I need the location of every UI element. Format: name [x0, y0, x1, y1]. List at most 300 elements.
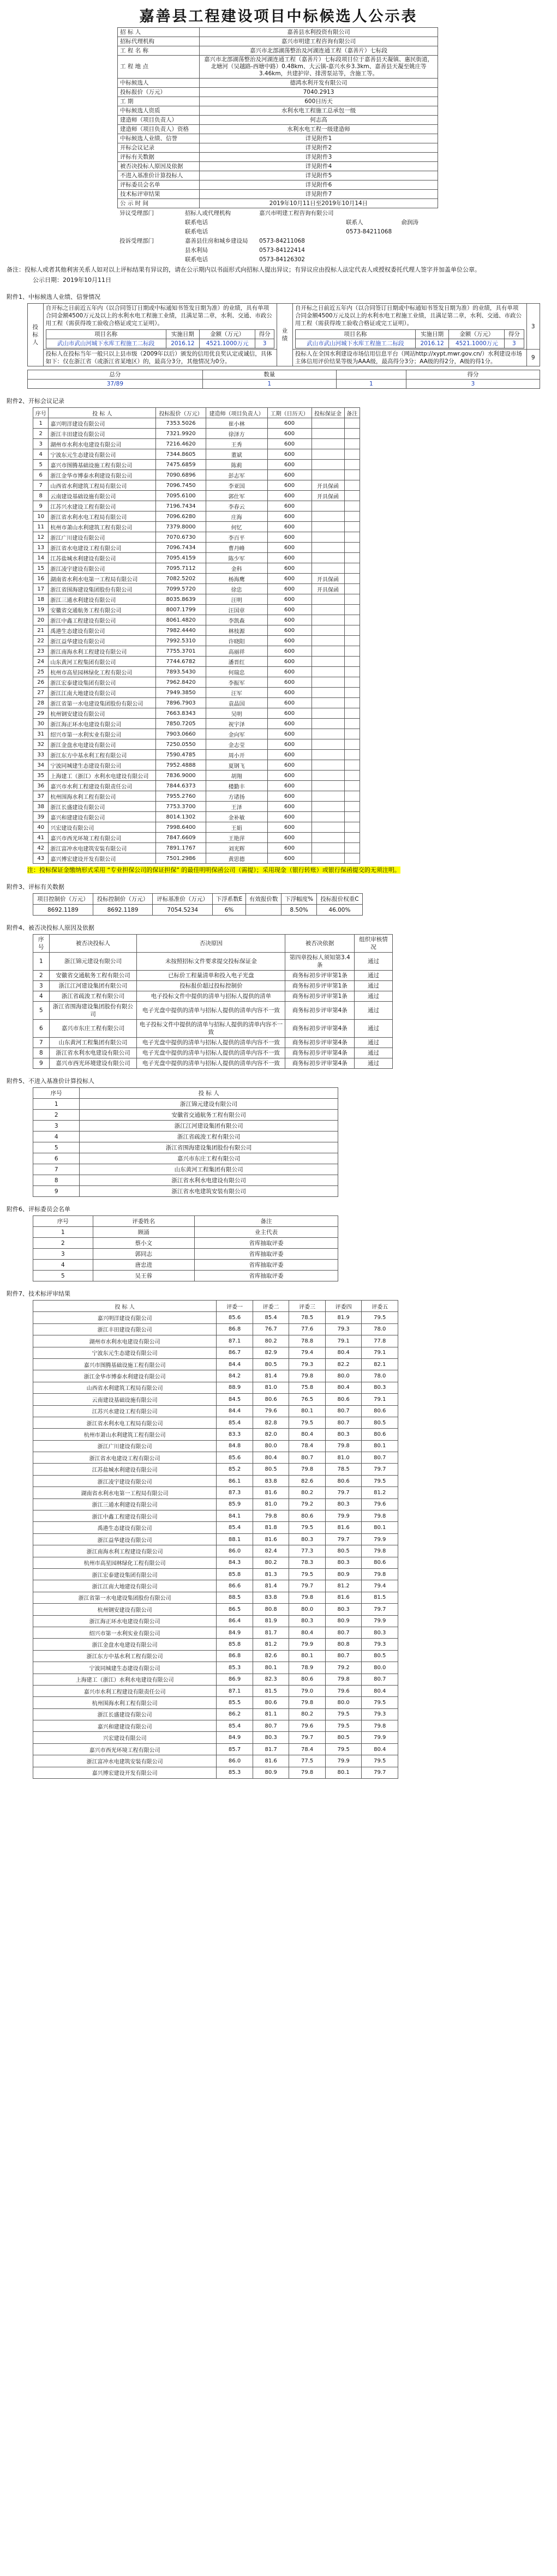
table-cell: 600: [267, 511, 312, 522]
table-row: [33, 1038, 393, 1048]
info-row: [118, 37, 438, 46]
table-cell: 80.6: [362, 1405, 398, 1417]
info-value: 水利水电工程施工总承包一级: [200, 106, 438, 116]
table-row: [33, 594, 360, 605]
table-cell: 76.5: [289, 1394, 326, 1405]
a1-footer-cell: 1: [202, 380, 336, 389]
table-cell: [312, 594, 344, 605]
info-row: [118, 162, 438, 171]
table-cell: 郭仕军: [206, 491, 267, 501]
table-cell: 600: [267, 480, 312, 491]
table-row: [33, 480, 360, 491]
table-cell: [344, 439, 360, 449]
table-cell: 79.4: [362, 1580, 398, 1592]
table-row: [33, 605, 360, 615]
table-cell: 40: [33, 822, 49, 833]
table-header-cell: 序号: [33, 1088, 80, 1099]
table-row: [33, 843, 360, 853]
table-cell: 7847.6609: [156, 833, 206, 843]
table-cell: 600: [267, 667, 312, 677]
table-cell: [312, 657, 344, 667]
table-cell: 5: [33, 1271, 93, 1281]
table-header-cell: 序号: [33, 935, 50, 953]
table-cell: 80.1: [362, 1440, 398, 1452]
table-cell: 浙江东方中基水利工程有限公司: [33, 1650, 217, 1662]
table-cell: 徐忠: [206, 584, 267, 594]
table-cell: 33: [33, 750, 49, 760]
table-header-cell: 有效报价数: [246, 894, 282, 905]
table-cell: 79.1: [362, 1347, 398, 1358]
table-cell: 浙江南海水利工程建设有限公司: [49, 646, 156, 657]
table-cell: 80.3: [325, 1498, 362, 1510]
table-cell: 81.2: [325, 1580, 362, 1592]
table-header-cell: 组织审核情况: [355, 935, 393, 953]
table-cell: 胡翔: [206, 771, 267, 781]
table-cell: 嘉兴和建建设有限公司: [49, 812, 156, 822]
contact-cell: 嘉兴市明建工程咨询有限公司: [259, 210, 334, 216]
table-cell: 杭州钢安建设有限公司: [33, 1604, 217, 1615]
a1-right-score: 3: [526, 304, 540, 350]
table-cell: 23: [33, 646, 49, 657]
table-cell: 600: [267, 460, 312, 470]
table-cell: [312, 532, 344, 543]
table-cell: 600: [267, 563, 312, 574]
table-cell: 600: [267, 636, 312, 646]
table-cell: 1: [33, 1227, 93, 1238]
table-cell: 81.1: [253, 1708, 289, 1720]
table-row: [33, 1002, 393, 1020]
info-key: 中标候选人资质: [118, 106, 200, 116]
table-cell: 6: [33, 1020, 50, 1038]
table-cell: [344, 636, 360, 646]
table-cell: 董斌: [206, 449, 267, 460]
table-header-cell: 建造师（项目负责人）: [206, 408, 267, 418]
table-cell: 80.3: [362, 1627, 398, 1638]
table-cell: 汪国章: [206, 605, 267, 615]
table-row: [33, 553, 360, 563]
table-cell: 80.4: [362, 1685, 398, 1696]
table-cell: 81.4: [253, 1580, 289, 1592]
table-cell: 9: [33, 501, 49, 511]
table-cell: 嘉兴市图腾基础设施工程有限公司: [33, 1358, 217, 1370]
empty-cell: [117, 218, 183, 227]
table-cell: 79.3: [289, 1358, 326, 1370]
table-cell: 江苏盐城水利建设有限公司: [33, 1464, 217, 1475]
table-row: [33, 750, 360, 760]
table-cell: 浙江益华建设有限公司: [33, 1533, 217, 1545]
table-cell: 80.2: [253, 1335, 289, 1347]
table-row: [33, 802, 360, 812]
table-cell: 600: [267, 688, 312, 698]
table-cell: 79.1: [362, 1394, 398, 1405]
table-cell: 83.3: [217, 1429, 253, 1440]
table-row: [33, 698, 360, 708]
a1-role-middle: 业绩: [277, 304, 293, 366]
table-cell: 80.5: [362, 1417, 398, 1428]
table-cell: 浙江长盛建设有限公司: [33, 1708, 217, 1720]
table-cell: 14: [33, 553, 49, 563]
table-cell: 7196.7434: [156, 501, 206, 511]
table-cell: 浙江益华建设有限公司: [49, 636, 156, 646]
table-cell: 80.1: [289, 1650, 326, 1662]
table-cell: 82.9: [253, 1347, 289, 1358]
table-cell: [312, 771, 344, 781]
table-cell: 8035.8639: [156, 594, 206, 605]
table-cell: 79.5: [325, 1720, 362, 1732]
table-header-cell: 投标控制价（万元）: [93, 894, 153, 905]
table-cell: 79.7: [325, 1487, 362, 1498]
table-cell: [312, 553, 344, 563]
table-cell: 7753.3700: [156, 802, 206, 812]
table-cell: 600: [267, 584, 312, 594]
table-header-cell: 投 标 人: [49, 408, 156, 418]
table-header-cell: 投标报价权重C: [316, 894, 362, 905]
table-row: [33, 1708, 398, 1720]
table-cell: 商务标初步评审第4条: [285, 1048, 355, 1058]
table-row: [33, 1510, 398, 1522]
table-cell: 79.2: [325, 1662, 362, 1674]
page-title: 嘉善县工程建设项目中标候选人公示表: [139, 8, 418, 25]
table-cell: [312, 605, 344, 615]
table-cell: 李振军: [206, 677, 267, 688]
table-cell: [344, 584, 360, 594]
table-cell: 7755.3701: [156, 646, 206, 657]
table-cell: 7590.4785: [156, 750, 206, 760]
table-cell: 蔡小文: [93, 1238, 194, 1249]
table-cell: 嘉兴市西光环境建设有限公司: [49, 1058, 137, 1069]
table-cell: [312, 563, 344, 574]
table-cell: 嘉兴市西光环境工程有限公司: [49, 833, 156, 843]
contact-cell: 0573-84126302: [259, 256, 305, 263]
table-cell: 浙江金盘水电建设有限公司: [33, 1639, 217, 1650]
a1-head-cell: 金额（万元）: [200, 330, 255, 339]
table-cell: [344, 491, 360, 501]
table-row: [33, 677, 360, 688]
table-header-cell: 评委姓名: [93, 1216, 194, 1227]
table-cell: 杭州市高星园林绿化工程有限公司: [49, 667, 156, 677]
table-cell: 79.5: [289, 1417, 326, 1428]
table-cell: 兴宏建设有限公司: [33, 1732, 217, 1743]
table-cell: 77.5: [289, 1755, 326, 1767]
contact-cell: 联系电话: [185, 256, 208, 263]
a1-head-cell: 实施日期: [415, 330, 449, 339]
table-cell: 7962.8420: [156, 677, 206, 688]
table-cell: 浙江金华市博泰水利建设有限公司: [33, 1370, 217, 1382]
table-cell: 80.7: [362, 1452, 398, 1464]
empty-cell: [117, 227, 183, 236]
a1-right-subtable: [295, 329, 524, 348]
table-cell: 88.1: [217, 1533, 253, 1545]
table-row: [33, 625, 360, 636]
table-cell: 浙江海正环水电建设有限公司: [49, 719, 156, 729]
contact-cell: 招标人或代理机构: [185, 210, 231, 216]
table-cell: 通过: [355, 971, 393, 981]
table-cell: 崔小林: [206, 418, 267, 429]
table-cell: 79.8: [289, 1370, 326, 1382]
table-cell: 79.9: [362, 1533, 398, 1545]
table-cell: 82.8: [253, 1417, 289, 1428]
table-cell: 79.7: [325, 1533, 362, 1545]
table-cell: 8014.1302: [156, 812, 206, 822]
info-key: 招标代理机构: [118, 37, 200, 46]
table-cell: 81.6: [253, 1487, 289, 1498]
table-cell: 浙江南海水利工程建设有限公司: [33, 1545, 217, 1557]
table-cell: 84.9: [217, 1627, 253, 1638]
table-cell: 浙江广川建设有限公司: [33, 1440, 217, 1452]
table-cell: 32: [33, 739, 49, 750]
table-cell: 79.3: [362, 1639, 398, 1650]
table-cell: 7903.0660: [156, 729, 206, 739]
table-cell: 80.0: [362, 1662, 398, 1674]
a1-head-cell: 得分: [255, 330, 274, 339]
table-cell: 79.4: [289, 1347, 326, 1358]
table-header-cell: 投 标 人: [80, 1088, 338, 1099]
table-cell: 600: [267, 594, 312, 605]
table-cell: 金补敏: [206, 812, 267, 822]
table-cell: [344, 688, 360, 698]
a1-data-cell: 2016.12: [415, 339, 449, 348]
attachment2-label: 附件2、开标会议记录: [7, 398, 64, 405]
table-cell: 7891.1767: [156, 843, 206, 853]
table-cell: 5: [33, 1002, 50, 1020]
table-cell: 36: [33, 781, 49, 791]
a1-data-cell: 4521.1000万元: [200, 339, 255, 348]
info-key: 开标会议记录: [118, 143, 200, 153]
table-cell: 81.6: [253, 1533, 289, 1545]
table-cell: 85.6: [217, 1312, 253, 1323]
attachment6-table: [33, 1215, 338, 1281]
info-key: 公 示 时 间: [118, 199, 200, 208]
table-row: [33, 1662, 398, 1674]
table-cell: 嘉兴市东庄工程有限公司: [49, 1020, 137, 1038]
table-cell: 浙江江河建设集团有限公司: [49, 981, 137, 991]
table-row: [33, 1685, 398, 1696]
table-row: [33, 688, 360, 698]
table-cell: 湖州市水利水电建设有限公司: [33, 1335, 217, 1347]
table-cell: 山西省水利建筑工程局有限公司: [33, 1382, 217, 1393]
table-cell: 宁波同城建生态建设有限公司: [49, 760, 156, 771]
table-cell: 浙江省疏浚工程有限公司: [49, 991, 137, 1002]
contact-cell: 嘉善县住房和城乡建设局: [185, 238, 248, 244]
table-cell: 600: [267, 625, 312, 636]
table-cell: 30: [33, 719, 49, 729]
table-cell: 85.5: [217, 1697, 253, 1708]
table-row: [33, 1568, 398, 1580]
table-cell: [344, 708, 360, 719]
info-key: 中标候选人业绩、信誉: [118, 134, 200, 143]
table-cell: 3: [33, 981, 50, 991]
table-cell: 600: [267, 698, 312, 708]
table-cell: [344, 843, 360, 853]
a1-role-left: 投标人: [28, 304, 44, 366]
table-cell: 通过: [355, 981, 393, 991]
table-row: [33, 418, 360, 429]
table-cell: 87.1: [217, 1685, 253, 1696]
table-cell: 7082.5202: [156, 574, 206, 584]
table-cell: [344, 853, 360, 864]
table-cell: 7836.9000: [156, 771, 206, 781]
table-cell: 80.6: [362, 1557, 398, 1568]
table-cell: 80.3: [289, 1615, 326, 1627]
table-cell: 83.8: [253, 1475, 289, 1486]
table-row: [33, 615, 360, 625]
info-row: [118, 180, 438, 190]
table-row: [33, 739, 360, 750]
table-row: [33, 1604, 398, 1615]
table-cell: 600: [267, 802, 312, 812]
table-cell: 安徽省交通航务工程有限公司: [49, 971, 137, 981]
table-cell: 7998.6400: [156, 822, 206, 833]
table-cell: 80.0: [325, 1370, 362, 1382]
table-cell: 31: [33, 729, 49, 739]
table-cell: 25: [33, 667, 49, 677]
table-cell: 80.9: [325, 1615, 362, 1627]
table-cell: 79.8: [362, 1720, 398, 1732]
a1-left-text: 自开标之日前近五年内（以合同签订日期或中标通知书签发日期为准）的业绩，具有单项合同金额4500万元及以上的水利水电工程施工业绩，且满足第二章，水利、交通、市政公用工程（需获得竣工验收合格证或完工证明）。 项目名称 实施日期 金额（万元） 得分 武山市武山河城下水库工程施工二标段 2016.12 4521.1000万元 3: [43, 304, 277, 350]
table-row: [33, 1452, 398, 1464]
info-value: 嘉兴市北部湖荡整治及河湖连通工程（嘉善片）七标段: [200, 46, 438, 56]
table-cell: 85.4: [253, 1312, 289, 1323]
table-cell: [312, 822, 344, 833]
table-cell: 78.4: [289, 1440, 326, 1452]
table-cell: [312, 750, 344, 760]
table-cell: 绍兴市第一水利实业有限公司: [49, 729, 156, 739]
table-cell: 80.0: [289, 1604, 326, 1615]
table-row: [33, 953, 393, 971]
table-cell: 安徽省交通航务工程有限公司: [80, 1110, 338, 1121]
table-cell: 汪军: [206, 688, 267, 698]
table-cell: [312, 625, 344, 636]
table-cell: 金志莹: [206, 739, 267, 750]
table-cell: 79.7: [289, 1580, 326, 1592]
table-cell: 7090.6896: [156, 470, 206, 480]
table-row: [33, 1271, 338, 1281]
table-cell: 省库抽取评委: [194, 1238, 338, 1249]
table-cell: 浙江长盛建设有限公司: [49, 802, 156, 812]
table-cell: [344, 719, 360, 729]
table-cell: 嘉兴市东庄工程有限公司: [80, 1153, 338, 1164]
table-cell: 82.0: [253, 1429, 289, 1440]
a1-data-cell: 4521.1000万元: [449, 339, 505, 348]
yellow-note: 注：投标保证金缴纳形式采用 “专业担保公司的保证担保” 的最佳明明保函公司（需提）；采用现金（银行转账）或银行保函提交的无须注明。: [27, 866, 400, 874]
table-row: [33, 1674, 398, 1685]
table-cell: 开具保函: [312, 491, 344, 501]
info-value: 详见附件3: [200, 153, 438, 162]
table-cell: 电子投标文件中提供的清单与招标人提供的清单内容不一致: [137, 1020, 285, 1038]
table-cell: 600: [267, 439, 312, 449]
table-cell: 云南建设基础设施有限公司: [33, 1394, 217, 1405]
table-cell: 7893.5430: [156, 667, 206, 677]
table-header-cell: 评委三: [289, 1301, 326, 1312]
table-cell: 81.7: [253, 1743, 289, 1755]
table-cell: 浙江海正环水电建设有限公司: [33, 1615, 217, 1627]
table-cell: 88.5: [217, 1592, 253, 1603]
table-cell: 600: [267, 771, 312, 781]
table-cell: [312, 760, 344, 771]
table-row: [33, 853, 360, 864]
info-key: 评标有关数据: [118, 153, 200, 162]
table-row: [33, 574, 360, 584]
table-cell: 80.6: [325, 1475, 362, 1486]
table-cell: 43: [33, 853, 49, 864]
table-cell: 19: [33, 605, 49, 615]
table-cell: [344, 750, 360, 760]
table-cell: 80.3: [362, 1382, 398, 1393]
table-cell: 商务标初步评审第1条: [285, 981, 355, 991]
table-cell: 600: [267, 729, 312, 739]
table-cell: 80.7: [362, 1674, 398, 1685]
table-cell: 79.3: [325, 1323, 362, 1335]
table-cell: 79.5: [289, 1568, 326, 1580]
contact-cell: 联系电话: [185, 219, 208, 226]
table-cell: 电子光盘中提供的清单与招标人提供的清单内容不一致: [137, 1002, 285, 1020]
table-cell: 86.8: [217, 1323, 253, 1335]
info-key: 建造师（项目负责人）资格: [118, 125, 200, 134]
table-cell: 4: [33, 449, 49, 460]
table-cell: 600: [267, 812, 312, 822]
table-cell: 84.2: [217, 1370, 253, 1382]
attachment5-table: [33, 1087, 338, 1197]
table-cell: [344, 698, 360, 708]
table-cell: 7: [33, 1164, 80, 1175]
table-row: [33, 1347, 398, 1358]
table-cell: 山西省水利建筑工程局有限公司: [49, 480, 156, 491]
table-cell: [344, 605, 360, 615]
table-cell: 600: [267, 791, 312, 802]
table-cell: 18: [33, 594, 49, 605]
table-cell: 84.5: [217, 1394, 253, 1405]
table-cell: 80.4: [289, 1627, 326, 1638]
table-cell: 600: [267, 646, 312, 657]
table-cell: 79.5: [325, 1743, 362, 1755]
table-cell: 吴王蓉: [93, 1271, 194, 1281]
info-value: 详见附件4: [200, 162, 438, 171]
contact-cell: 联系人: [346, 219, 363, 226]
table-cell: 80.1: [362, 1522, 398, 1533]
table-cell: [344, 781, 360, 791]
table-row: [33, 1227, 338, 1238]
table-cell: 78.0: [362, 1370, 398, 1382]
table-cell: 77.3: [289, 1545, 326, 1557]
table-cell: 85.7: [217, 1743, 253, 1755]
table-row: [33, 657, 360, 667]
table-row: [33, 1131, 338, 1142]
info-key: 不进入基准价计算投标人: [118, 171, 200, 180]
table-cell: 80.1: [325, 1767, 362, 1778]
table-cell: 27: [33, 688, 49, 698]
a1-data-cell: 2016.12: [166, 339, 200, 348]
table-cell: 顾涌: [93, 1227, 194, 1238]
info-row: [118, 88, 438, 97]
table-cell: 浙江省水利水电建设有限公司: [80, 1175, 338, 1186]
table-cell: 彭志军: [206, 470, 267, 480]
table-cell: 79.6: [362, 1498, 398, 1510]
table-cell: 许晓阳: [206, 636, 267, 646]
table-cell: 42: [33, 843, 49, 853]
table-cell: 浙江富冲水电建筑安装有限公司: [49, 843, 156, 853]
table-cell: 嘉兴明洋建设有限公司: [49, 418, 156, 429]
a1-head-cell: 项目名称: [46, 330, 166, 339]
table-cell: 80.8: [325, 1639, 362, 1650]
table-cell: 浙江省疏浚工程有限公司: [80, 1131, 338, 1142]
table-cell: 85.8: [217, 1639, 253, 1650]
table-cell: 袁晶国: [206, 698, 267, 708]
table-cell: 金科: [206, 563, 267, 574]
table-cell: 79.9: [289, 1639, 326, 1650]
table-cell: 78.5: [325, 1464, 362, 1475]
table-cell: 浙江中鑫工程建设有限公司: [49, 615, 156, 625]
table-cell: 杭州钢安建设有限公司: [49, 708, 156, 719]
